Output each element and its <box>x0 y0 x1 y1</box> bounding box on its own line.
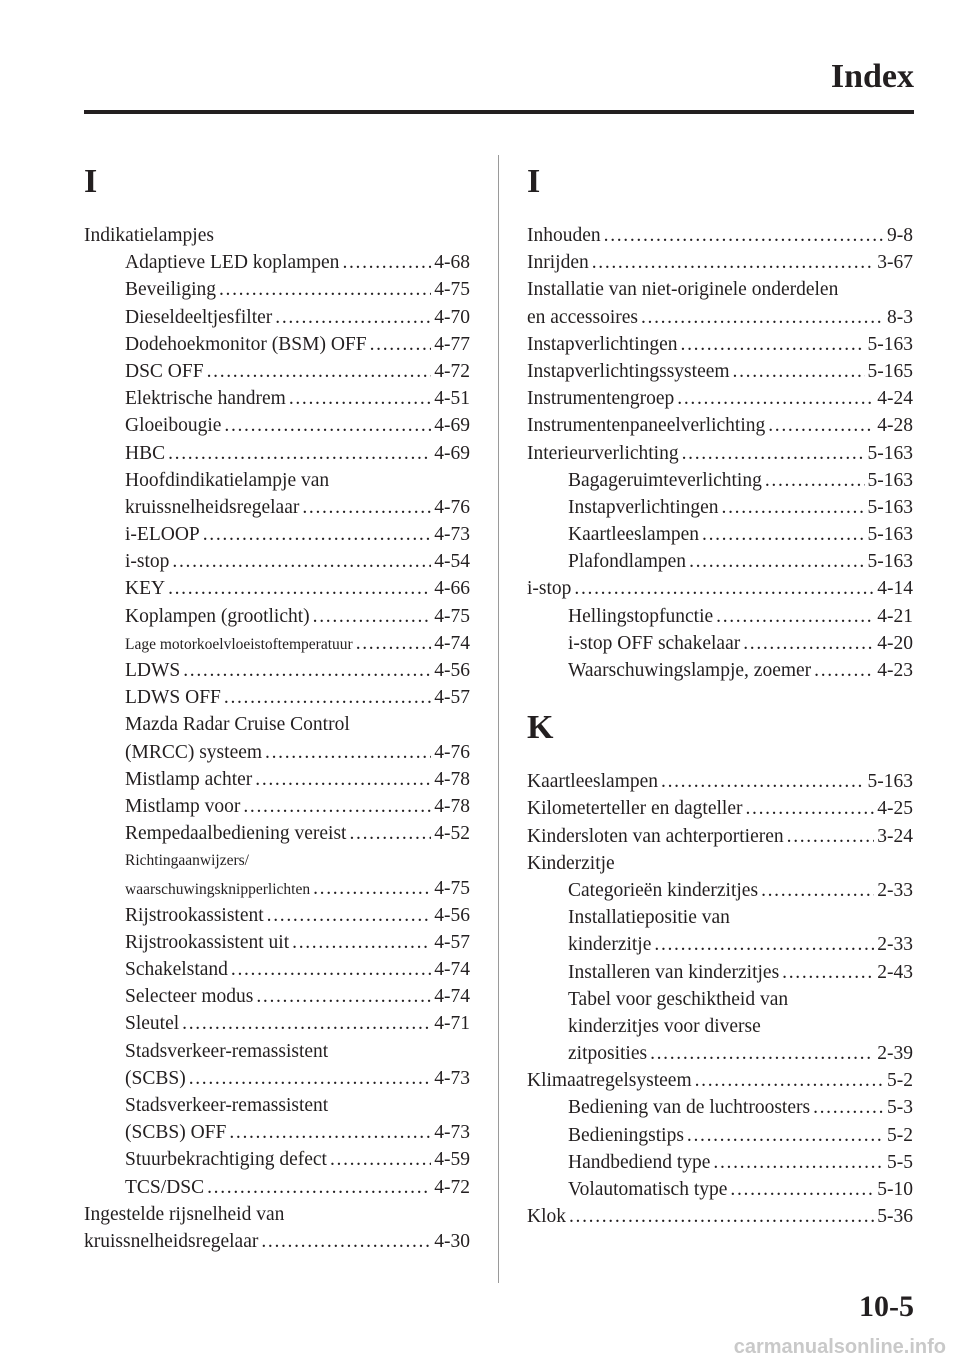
entry-page-ref: 5-163 <box>867 469 913 491</box>
dot-leader <box>203 521 432 548</box>
entry-text: Koplampen (grootlicht) <box>125 605 310 627</box>
entry-text: Lage motorkoelvloeistoftemperatuur <box>125 635 353 653</box>
index-entry <box>527 331 913 358</box>
footer-watermark: carmanualsonline.info <box>733 1336 946 1358</box>
index-subentry <box>527 1176 913 1203</box>
index-subentry <box>84 304 470 331</box>
entry-page-ref: 4-70 <box>434 306 470 328</box>
index-subentry <box>84 548 470 575</box>
entry-text: Indikatielampjes <box>84 225 214 246</box>
dot-leader <box>761 877 874 904</box>
entry-page-ref: 4-59 <box>434 1149 470 1171</box>
index-subentry <box>84 521 470 548</box>
entry-text: Rijstrookassistent <box>125 904 264 926</box>
entry-page-ref: 4-75 <box>434 279 470 301</box>
dot-leader <box>768 412 874 439</box>
index-subentry <box>84 1174 470 1201</box>
entry-page-ref: 4-25 <box>877 798 913 820</box>
entry-page-ref: 5-163 <box>867 771 913 793</box>
dot-leader <box>224 684 431 711</box>
entry-text: Ingestelde rijsnelheid van <box>84 1203 285 1225</box>
dot-leader <box>183 657 431 684</box>
dot-leader <box>782 959 874 986</box>
entry-page-ref: 4-68 <box>434 252 470 274</box>
index-subentry <box>527 548 913 575</box>
entry-page-ref: 4-75 <box>434 877 470 899</box>
index-subentry <box>527 494 913 521</box>
index-subentry <box>84 983 470 1010</box>
entry-page-ref: 4-14 <box>877 578 913 600</box>
dot-leader <box>654 931 874 958</box>
entry-page-ref: 4-72 <box>434 360 470 382</box>
dot-leader <box>681 331 865 358</box>
dot-leader <box>356 630 432 657</box>
entry-page-ref: 4-21 <box>877 605 913 627</box>
entry-page-ref: 2-33 <box>877 934 913 956</box>
dot-leader <box>219 276 431 303</box>
entry-page-ref: 4-74 <box>434 959 470 981</box>
entry-text: Kaartleeslampen <box>568 524 700 546</box>
index-subentry <box>527 467 913 494</box>
index-subentry <box>527 521 913 548</box>
dot-leader <box>765 467 865 494</box>
entry-text: (MRCC) systeem <box>125 741 263 763</box>
index-subentry <box>527 603 913 630</box>
dot-leader <box>814 657 874 684</box>
entry-page-ref: 4-69 <box>434 415 470 437</box>
entry-page-ref: 4-20 <box>877 632 913 654</box>
dot-leader <box>313 875 431 902</box>
dot-leader <box>370 331 432 358</box>
entry-page-ref: 5-36 <box>877 1206 913 1228</box>
entry-text: Stadsverkeer-remassistent <box>125 1095 329 1116</box>
index-subentry <box>84 630 470 657</box>
dot-leader <box>574 575 874 602</box>
entry-text: Selecteer modus <box>125 986 254 1008</box>
entry-page-ref: 5-163 <box>867 333 913 355</box>
dot-leader <box>172 548 431 575</box>
entry-text: (SCBS) <box>125 1067 186 1089</box>
entry-page-ref: 4-76 <box>434 741 470 763</box>
entry-page-ref: 4-72 <box>434 1176 470 1198</box>
dot-leader <box>349 820 431 847</box>
entry-text: Instrumentengroep <box>527 388 675 410</box>
entry-text: Instapverlichtingen <box>568 496 719 518</box>
entry-page-ref: 4-75 <box>434 605 470 627</box>
entry-text: Stuurbekrachtiging defect <box>125 1149 327 1171</box>
entry-text: Gloeibougie <box>125 415 222 437</box>
entry-text: Kindersloten van achterportieren <box>527 825 784 847</box>
entry-text: Adaptieve LED koplampen <box>125 252 340 274</box>
index-subentry <box>84 902 470 929</box>
index-subentry <box>84 440 470 467</box>
dot-leader <box>231 956 431 983</box>
dot-leader <box>687 1122 884 1149</box>
page-header-title: Index <box>830 58 914 95</box>
entry-text: Klok <box>527 1206 566 1228</box>
index-entry <box>84 222 470 249</box>
index-subentry <box>84 331 470 358</box>
dot-leader <box>302 494 431 521</box>
index-entry <box>527 222 913 249</box>
entry-text: Rempedaalbediening vereist <box>125 823 347 845</box>
entry-page-ref: 4-51 <box>434 388 470 410</box>
dot-leader <box>716 603 874 630</box>
index-subentry <box>84 875 470 902</box>
entry-text: Waarschuwingslampje, zoemer <box>568 660 812 681</box>
entry-page-ref: 3-67 <box>877 252 913 274</box>
entry-page-ref: 4-74 <box>434 986 470 1008</box>
entry-text: i-stop OFF schakelaar <box>568 632 741 654</box>
index-entry <box>527 249 913 276</box>
entry-page-ref: 5-163 <box>867 551 913 573</box>
entry-page-ref: 2-43 <box>877 961 913 983</box>
index-subentry <box>84 1092 470 1119</box>
index-subentry <box>84 385 470 412</box>
entry-page-ref: 4-69 <box>434 442 470 464</box>
entry-text: (SCBS) OFF <box>125 1122 227 1144</box>
section-letter-i: I <box>527 163 541 200</box>
index-subentry <box>84 711 470 738</box>
index-subentry <box>527 630 913 657</box>
index-subentry <box>84 684 470 711</box>
entry-text: Schakelstand <box>125 959 228 981</box>
entry-page-ref: 5-163 <box>867 524 913 546</box>
dot-leader <box>745 795 874 822</box>
entry-text: Dodehoekmonitor (BSM) OFF <box>125 333 367 355</box>
entry-text: HBC <box>125 442 166 464</box>
dot-leader <box>722 494 865 521</box>
index-subentry <box>527 959 913 986</box>
index-column-left <box>84 160 470 1255</box>
section-letter-i: I <box>84 163 98 200</box>
dot-leader <box>267 902 432 929</box>
entry-text: Dieseldeeltjesfilter <box>125 306 273 328</box>
dot-leader <box>650 1040 874 1067</box>
header-rule <box>84 110 914 114</box>
entry-page-ref: 5-3 <box>887 1097 913 1119</box>
dot-leader <box>168 440 431 467</box>
entry-page-ref: 9-8 <box>887 225 913 246</box>
index-subentry <box>84 657 470 684</box>
index-subentry <box>527 986 913 1013</box>
index-subentry <box>84 956 470 983</box>
entry-page-ref: 4-78 <box>434 768 470 790</box>
entry-text: Inhouden <box>527 225 601 246</box>
dot-leader <box>182 1010 431 1037</box>
entry-page-ref: 4-76 <box>434 496 470 518</box>
index-subentry <box>84 467 470 494</box>
dot-leader <box>813 1094 884 1121</box>
entry-text: Mistlamp achter <box>125 768 253 790</box>
entry-text: Kinderzitje <box>527 852 615 874</box>
entry-text: KEY <box>125 578 166 600</box>
index-entry <box>527 850 913 877</box>
entry-text: i-stop <box>527 578 572 600</box>
entry-text: Inrijden <box>527 252 589 274</box>
entry-text: Hellingstopfunctie <box>568 605 714 627</box>
entry-text: Installatie van niet-originele onderdelen <box>527 279 839 301</box>
entry-page-ref: 3-24 <box>877 825 913 847</box>
entry-page-ref: 8-3 <box>887 306 913 328</box>
index-entry <box>527 768 913 795</box>
entry-page-ref: 5-5 <box>887 1151 913 1173</box>
dot-leader <box>787 823 875 850</box>
entry-page-ref: 4-78 <box>434 795 470 817</box>
entry-text: Kilometerteller en dagteller <box>527 798 743 820</box>
index-subentry <box>84 820 470 847</box>
entry-text: kruissnelheidsregelaar <box>125 496 300 518</box>
dot-leader <box>695 1067 884 1094</box>
entry-text: Instrumentenpaneelverlichting <box>527 415 766 437</box>
index-subentry <box>84 1038 470 1065</box>
entry-page-ref: 4-24 <box>877 388 913 410</box>
entry-text: Sleutel <box>125 1013 180 1035</box>
index-subentry <box>84 847 470 874</box>
index-subentry <box>84 494 470 521</box>
index-subentry <box>84 1119 470 1146</box>
entry-text: waarschuwingsknipperlichten <box>125 880 311 898</box>
page-number: 10-5 <box>859 1290 914 1323</box>
entry-page-ref: 4-52 <box>434 823 470 845</box>
entry-text: Instapverlichtingssysteem <box>527 360 730 382</box>
index-subentry <box>84 766 470 793</box>
entry-page-ref: 5-2 <box>887 1070 913 1092</box>
section-letter-k: K <box>527 709 554 747</box>
entry-page-ref: 4-56 <box>434 904 470 926</box>
entry-text: kruissnelheidsregelaar <box>84 1230 259 1252</box>
index-entry <box>527 575 913 602</box>
entry-text: Bagageruimteverlichting <box>568 469 762 491</box>
index-entry <box>527 1067 913 1094</box>
dot-leader <box>261 1228 431 1255</box>
dot-leader <box>592 249 875 276</box>
entry-text: zitposities <box>568 1043 648 1065</box>
entry-page-ref: 5-163 <box>867 442 913 464</box>
entry-page-ref: 4-57 <box>434 931 470 953</box>
column-divider <box>498 155 499 1283</box>
entry-text: Volautomatisch type <box>568 1179 728 1200</box>
index-entry <box>527 440 913 467</box>
dot-leader <box>682 440 865 467</box>
index-entry <box>527 823 913 850</box>
entry-page-ref: 4-71 <box>434 1013 470 1035</box>
entry-text: Beveiliging <box>125 279 216 301</box>
dot-leader <box>292 929 431 956</box>
entry-text: Hoofdindikatielampje van <box>125 469 330 491</box>
dot-leader <box>743 630 874 657</box>
entry-text: kinderzitjes voor diverse <box>568 1015 761 1037</box>
entry-page-ref: 4-66 <box>434 578 470 600</box>
dot-leader <box>207 1174 431 1201</box>
index-subentry <box>84 603 470 630</box>
entry-page-ref: 4-74 <box>434 632 470 654</box>
entry-text: Stadsverkeer-remassistent <box>125 1040 329 1062</box>
dot-leader <box>189 1065 432 1092</box>
index-subentry <box>527 877 913 904</box>
entry-page-ref: 4-28 <box>877 415 913 437</box>
entry-page-ref: 4-56 <box>434 660 470 681</box>
entry-text: Bediening van de luchtroosters <box>568 1097 811 1119</box>
entry-text: Handbediend type <box>568 1151 711 1173</box>
entry-page-ref: 5-165 <box>867 360 913 382</box>
entry-text: Kaartleeslampen <box>527 771 659 793</box>
dot-leader <box>330 1146 431 1173</box>
entry-page-ref: 4-73 <box>434 1067 470 1089</box>
entry-text: Richtingaanwijzers/ <box>125 852 249 870</box>
index-entry <box>527 276 913 303</box>
entry-text: Elektrische handrem <box>125 388 286 410</box>
entry-text: Installeren van kinderzitjes <box>568 961 780 983</box>
entry-page-ref: 4-73 <box>434 1122 470 1144</box>
dot-leader <box>342 249 431 276</box>
dot-leader <box>569 1203 874 1230</box>
entry-page-ref: 5-2 <box>887 1124 913 1146</box>
dot-leader <box>641 304 884 331</box>
index-subentry <box>527 904 913 931</box>
index-entry <box>84 1228 470 1255</box>
index-entry <box>527 358 913 385</box>
index-subentry <box>84 739 470 766</box>
entry-page-ref: 4-54 <box>434 551 470 573</box>
entry-text: i-ELOOP <box>125 524 200 546</box>
dot-leader <box>661 768 864 795</box>
index-column-right <box>527 160 913 1230</box>
entry-page-ref: 4-57 <box>434 687 470 709</box>
entry-text: Bedieningstips <box>568 1124 684 1146</box>
dot-leader <box>289 385 431 412</box>
index-subentry <box>527 1149 913 1176</box>
entry-page-ref: 2-39 <box>877 1043 913 1065</box>
index-entry <box>527 304 913 331</box>
entry-text: kinderzitje <box>568 934 652 956</box>
dot-leader <box>224 412 431 439</box>
dot-leader <box>207 358 432 385</box>
entry-text: Plafondlampen <box>568 551 687 573</box>
index-subentry <box>84 358 470 385</box>
index-subentry <box>84 1065 470 1092</box>
index-entry <box>527 412 913 439</box>
entry-text: en accessoires <box>527 306 638 328</box>
index-subentry <box>84 793 470 820</box>
index-subentry <box>527 657 913 684</box>
dot-leader <box>604 222 884 249</box>
dot-leader <box>243 793 431 820</box>
entry-text: Categorieën kinderzitjes <box>568 879 759 901</box>
index-subentry <box>527 1094 913 1121</box>
entry-text: LDWS <box>125 660 181 681</box>
index-subentry <box>527 1122 913 1149</box>
dot-leader <box>702 521 864 548</box>
dot-leader <box>229 1119 431 1146</box>
index-subentry <box>84 249 470 276</box>
entry-text: Tabel voor geschiktheid van <box>568 988 789 1010</box>
entry-page-ref: 5-10 <box>877 1179 913 1200</box>
dot-leader <box>168 575 431 602</box>
index-subentry <box>527 931 913 958</box>
entry-text: Klimaatregelsysteem <box>527 1070 692 1092</box>
dot-leader <box>256 983 431 1010</box>
entry-text: TCS/DSC <box>125 1176 205 1198</box>
index-entry <box>84 1201 470 1228</box>
entry-page-ref: 4-30 <box>434 1230 470 1252</box>
index-subentry <box>84 1146 470 1173</box>
index-subentry <box>84 575 470 602</box>
dot-leader <box>733 358 865 385</box>
dot-leader <box>313 603 432 630</box>
entry-text: Mistlamp voor <box>125 795 241 817</box>
index-entry <box>527 1203 913 1230</box>
entry-page-ref: 5-163 <box>867 496 913 518</box>
dot-leader <box>255 766 431 793</box>
entry-text: Installatiepositie van <box>568 907 730 929</box>
index-entry <box>527 385 913 412</box>
entry-text: Instapverlichtingen <box>527 333 678 355</box>
entry-page-ref: 4-73 <box>434 524 470 546</box>
index-subentry <box>527 1040 913 1067</box>
dot-leader <box>730 1176 874 1203</box>
entry-text: LDWS OFF <box>125 687 221 709</box>
dot-leader <box>265 739 431 766</box>
entry-text: Interieurverlichting <box>527 442 679 464</box>
entry-page-ref: 4-23 <box>877 660 913 681</box>
entry-text: DSC OFF <box>125 360 204 382</box>
dot-leader <box>689 548 864 575</box>
dot-leader <box>713 1149 884 1176</box>
index-subentry <box>84 276 470 303</box>
entry-page-ref: 2-33 <box>877 879 913 901</box>
entry-text: Mazda Radar Cruise Control <box>125 714 350 736</box>
entry-page-ref: 4-77 <box>434 333 470 355</box>
dot-leader <box>677 385 874 412</box>
entry-text: i-stop <box>125 551 170 573</box>
entry-text: Rijstrookassistent uit <box>125 931 290 953</box>
index-subentry <box>84 929 470 956</box>
index-subentry <box>84 412 470 439</box>
index-subentry <box>527 1013 913 1040</box>
index-subentry <box>84 1010 470 1037</box>
index-entry <box>527 795 913 822</box>
dot-leader <box>275 304 431 331</box>
